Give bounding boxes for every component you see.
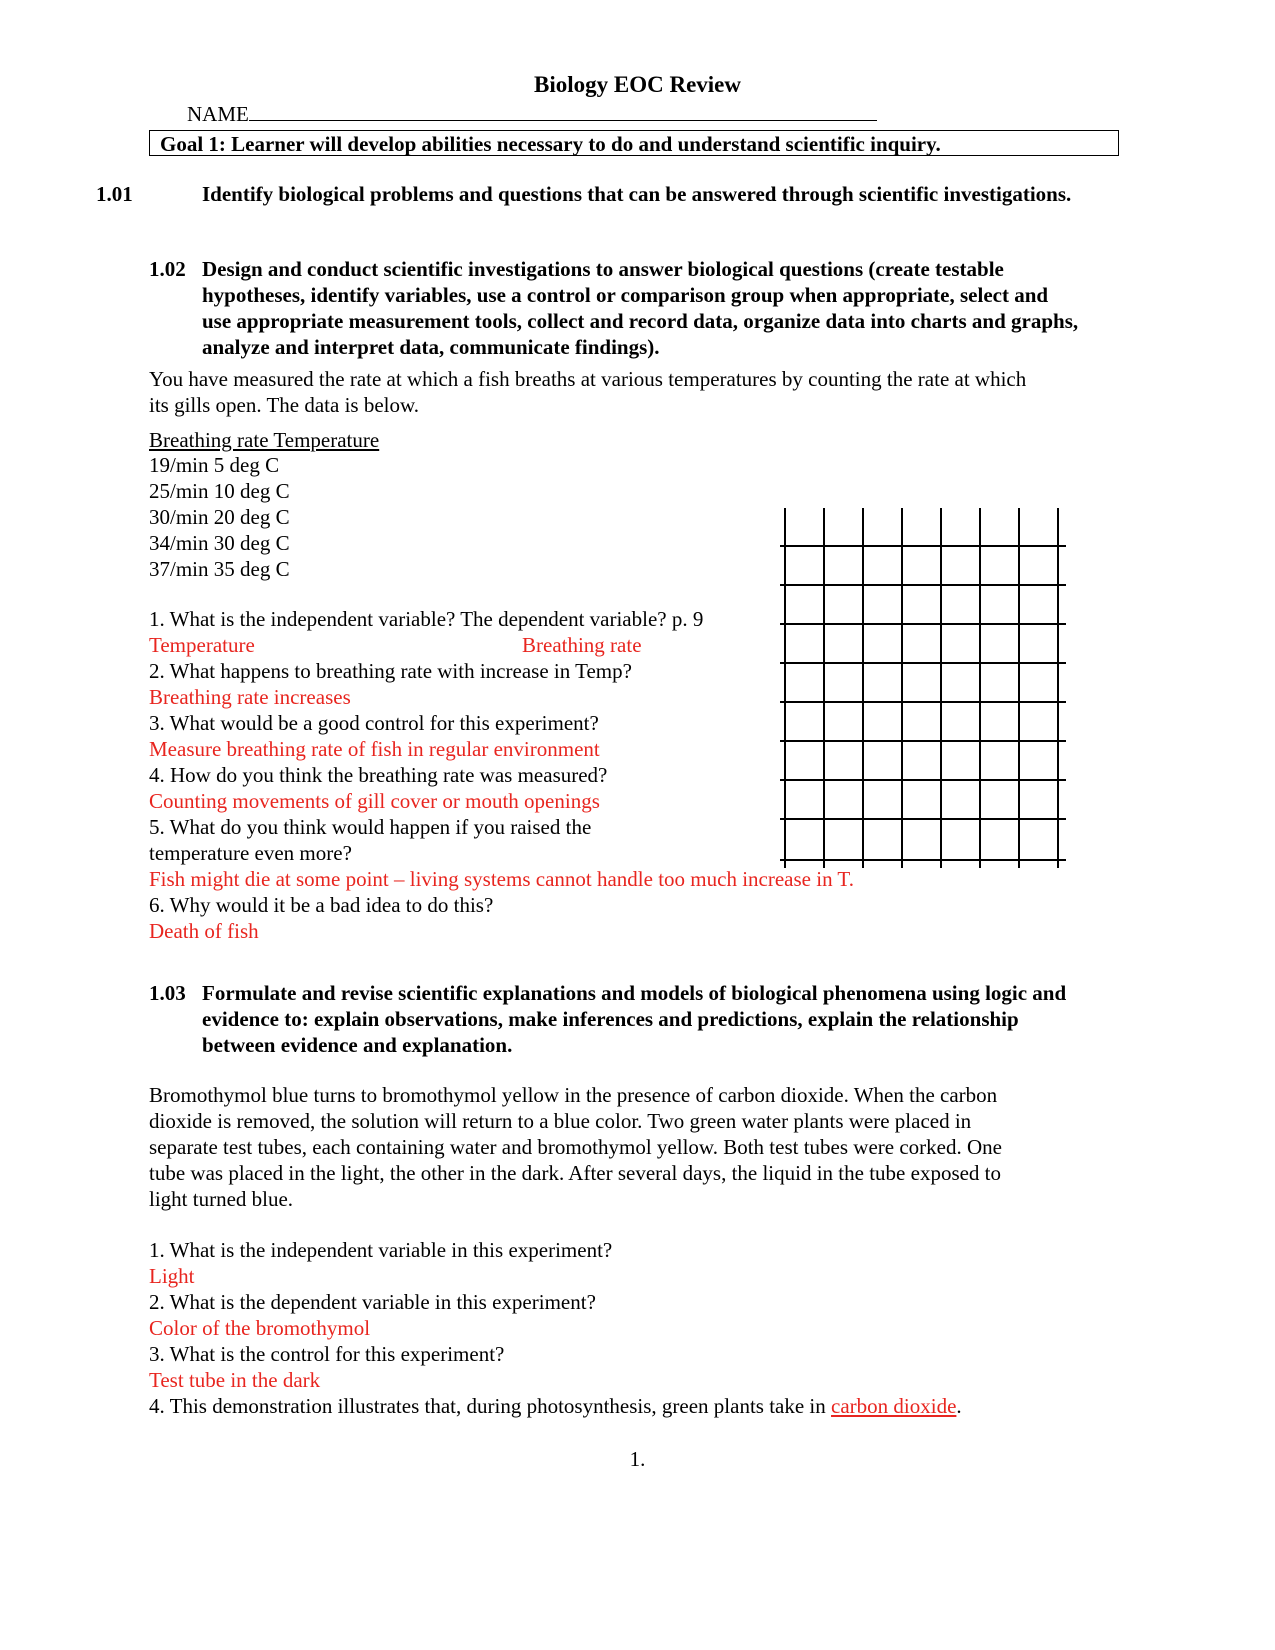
section-1-03-text: Formulate and revise scientific explanations and models of biological phenomena using logic and evidence to: explain observations, make inferences and predictions, explain the relationship between evidence and explanation.: [202, 981, 1067, 1057]
question-2: 2. What happens to breathing rate with increase in Temp?: [149, 659, 632, 683]
section-1-01-text: 1.01 Identify biological problems and questions that can be answered through scientific investigations.: [96, 182, 1072, 206]
answer-5: Fish might die at some point – living systems cannot handle too much increase in T.: [149, 867, 854, 891]
question-5-line-1: 5. What do you think would happen if you raised the: [149, 815, 592, 839]
photosynthesis-question-3: 3. What is the control for this experiment?: [149, 1342, 505, 1366]
section-1-01: [96, 181, 1089, 233]
photosynthesis-question-4: [149, 1393, 962, 1419]
answer-2: Breathing rate increases: [149, 685, 351, 709]
data-row: 34/min 30 deg C: [149, 531, 290, 555]
goal-box: Goal 1: Learner will develop abilities necessary to do and understand scientific inquiry.: [149, 130, 1119, 156]
question-5-line-2: temperature even more?: [149, 841, 352, 865]
photosynthesis-answer-1: Light: [149, 1264, 195, 1288]
answer-1-dependent: Breathing rate: [522, 633, 642, 657]
data-row: 19/min 5 deg C: [149, 453, 280, 477]
question-4: 4. How do you think the breathing rate was measured?: [149, 763, 608, 787]
question-1: 1. What is the independent variable? The dependent variable? p. 9: [149, 607, 704, 631]
paragraph-line: light turned blue.: [149, 1187, 294, 1211]
section-1-01-number: 1.01: [96, 182, 133, 206]
paragraph-line: Bromothymol blue turns to bromothymol yellow in the presence of carbon dioxide. When the carbon: [149, 1083, 998, 1107]
blank-graph-grid: [780, 508, 1070, 868]
answer-3: Measure breathing rate of fish in regular environment: [149, 737, 600, 761]
section-1-02-text: Design and conduct scientific investigations to answer biological questions (create testable hypotheses, identify variables, use a control or comparison group when appropriate, select and use appropriate measurement tools, collect and record data, organize data into charts and graphs, analyze and interpret data, communicate findings).: [202, 257, 1079, 359]
paragraph-line: tube was placed in the light, the other in the dark. After several days, the liquid in the tube exposed to: [149, 1161, 1002, 1185]
question-6: 6. Why would it be a bad idea to do this?: [149, 893, 494, 917]
photosynthesis-question-1: 1. What is the independent variable in this experiment?: [149, 1238, 613, 1262]
page-title: Biology EOC Review: [534, 72, 741, 97]
photosynthesis-question-2: 2. What is the dependent variable in this experiment?: [149, 1290, 596, 1314]
answer-6: Death of fish: [149, 919, 259, 943]
section-1-03-number: 1.03: [149, 981, 186, 1005]
paragraph-line: dioxide is removed, the solution will return to a blue color. Two green water plants were placed in: [149, 1109, 972, 1133]
data-row: 30/min 20 deg C: [149, 505, 290, 529]
photosynthesis-answer-2: Color of the bromothymol: [149, 1316, 371, 1340]
answer-1-independent: Temperature: [149, 633, 255, 657]
name-field: [187, 102, 877, 127]
intro-line-1: You have measured the rate at which a fish breaths at various temperatures by counting the rate at which: [149, 367, 1027, 391]
section-1-02-number: 1.02: [149, 257, 186, 281]
page-number: 1.: [629, 1447, 646, 1471]
data-row: 25/min 10 deg C: [149, 479, 290, 503]
name-line: [249, 102, 877, 121]
data-table-header: Breathing rate Temperature: [149, 428, 380, 452]
answer-4-fill-in: carbon dioxide: [831, 1394, 957, 1418]
section-1-02: [149, 256, 1129, 366]
question-4-suffix: .: [956, 1394, 962, 1418]
question-4-prefix: 4. This demonstration illustrates that, during photosynthesis, green plants take in: [149, 1394, 832, 1418]
question-3: 3. What would be a good control for this experiment?: [149, 711, 599, 735]
photosynthesis-answer-3: Test tube in the dark: [149, 1368, 321, 1392]
name-label: NAME: [187, 102, 249, 126]
section-1-03: [149, 980, 1129, 1060]
data-row: 37/min 35 deg C: [149, 557, 290, 581]
intro-line-2: its gills open. The data is below.: [149, 393, 420, 417]
answer-4: Counting movements of gill cover or mouth openings: [149, 789, 600, 813]
paragraph-line: separate test tubes, each containing water and bromothymol yellow. Both test tubes were corked. One: [149, 1135, 1002, 1159]
